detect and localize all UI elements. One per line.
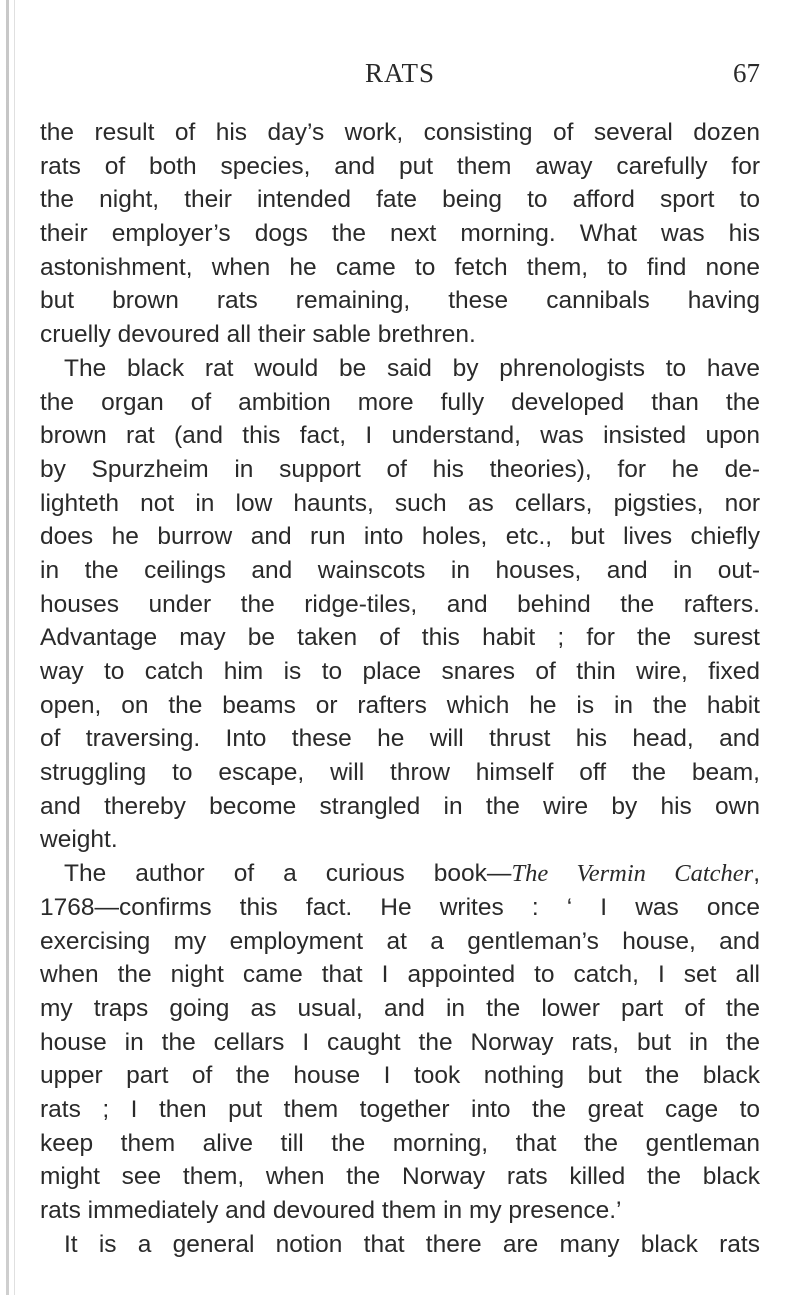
text-line: rats of both species, and put them away carefully for — [40, 152, 760, 180]
text-line: and thereby become strangled in the wire by his own — [40, 792, 760, 820]
text-line: 1768—confirms this fact. He writes : ‘ I was once — [40, 893, 760, 921]
text-segment: , — [753, 860, 760, 888]
text-line: in the ceilings and wainscots in houses, and in out- — [40, 556, 760, 584]
page-edge-shadow — [6, 0, 9, 1295]
text-line: the night, their intended fate being to afford sport to — [40, 186, 760, 214]
text-line: my traps going as usual, and in the lower part of the — [40, 994, 760, 1022]
text-line: way to catch him is to place snares of thin wire, fixed — [40, 658, 760, 685]
text-line: their employer’s dogs the next morning. What was his — [40, 220, 760, 248]
text-line: houses under the ridge-tiles, and behind the rafters. — [40, 590, 760, 618]
text-line: of traversing. Into these he will thrust his head, and — [40, 725, 760, 753]
text-line: astonishment, when he came to fetch them, to find none — [40, 253, 760, 281]
text-line: the organ of ambition more fully developed than the — [40, 388, 760, 416]
book-title: The Vermin Catcher — [511, 860, 754, 888]
text-line: open, on the beams or rafters which he is in the habit — [40, 691, 760, 719]
page-header — [40, 58, 760, 98]
text-line: rats ; I then put them together into the great cage to — [40, 1095, 760, 1123]
paragraph-start-line: The black rat would be said by phrenologists to have — [64, 354, 760, 382]
paragraph-start-line: It is a general notion that there are many black rats — [64, 1230, 760, 1258]
text-line: rats immediately and devoured them in my presence.’ — [40, 1197, 622, 1224]
text-line: lighteth not in low haunts, such as cellars, pigsties, nor — [40, 489, 760, 517]
text-line: brown rat (and this fact, I understand, was insisted upon — [40, 422, 760, 450]
text-segment: The author of a curious book— — [64, 860, 512, 888]
text-line: upper part of the house I took nothing but the black — [40, 1062, 760, 1090]
text-line: house in the cellars I caught the Norway rats, but in the — [40, 1028, 760, 1056]
paragraph-start-line — [40, 857, 760, 891]
page-number: 67 — [733, 58, 760, 88]
body-text — [40, 116, 760, 1261]
text-line: does he burrow and run into holes, etc., but lives chiefly — [40, 523, 760, 551]
text-line: struggling to escape, will throw himself off the beam, — [40, 759, 760, 787]
text-line: exercising my employment at a gentleman’s house, and — [40, 927, 760, 955]
running-title: RATS — [364, 58, 436, 88]
text-line: Advantage may be taken of this habit ; for the surest — [40, 624, 760, 652]
text-line: the result of his day’s work, consisting of several dozen — [40, 119, 760, 146]
text-line: by Spurzheim in support of his theories), for he de- — [40, 455, 760, 483]
text-line: keep them alive till the morning, that the gentleman — [40, 1129, 760, 1157]
text-line: might see them, when the Norway rats killed the black — [40, 1163, 760, 1191]
text-line: cruelly devoured all their sable brethren. — [40, 321, 476, 349]
text-line: when the night came that I appointed to catch, I set all — [40, 961, 760, 989]
text-line: but brown rats remaining, these cannibals having — [40, 287, 760, 315]
text-line: weight. — [40, 826, 118, 854]
page-edge-line — [14, 0, 15, 1295]
